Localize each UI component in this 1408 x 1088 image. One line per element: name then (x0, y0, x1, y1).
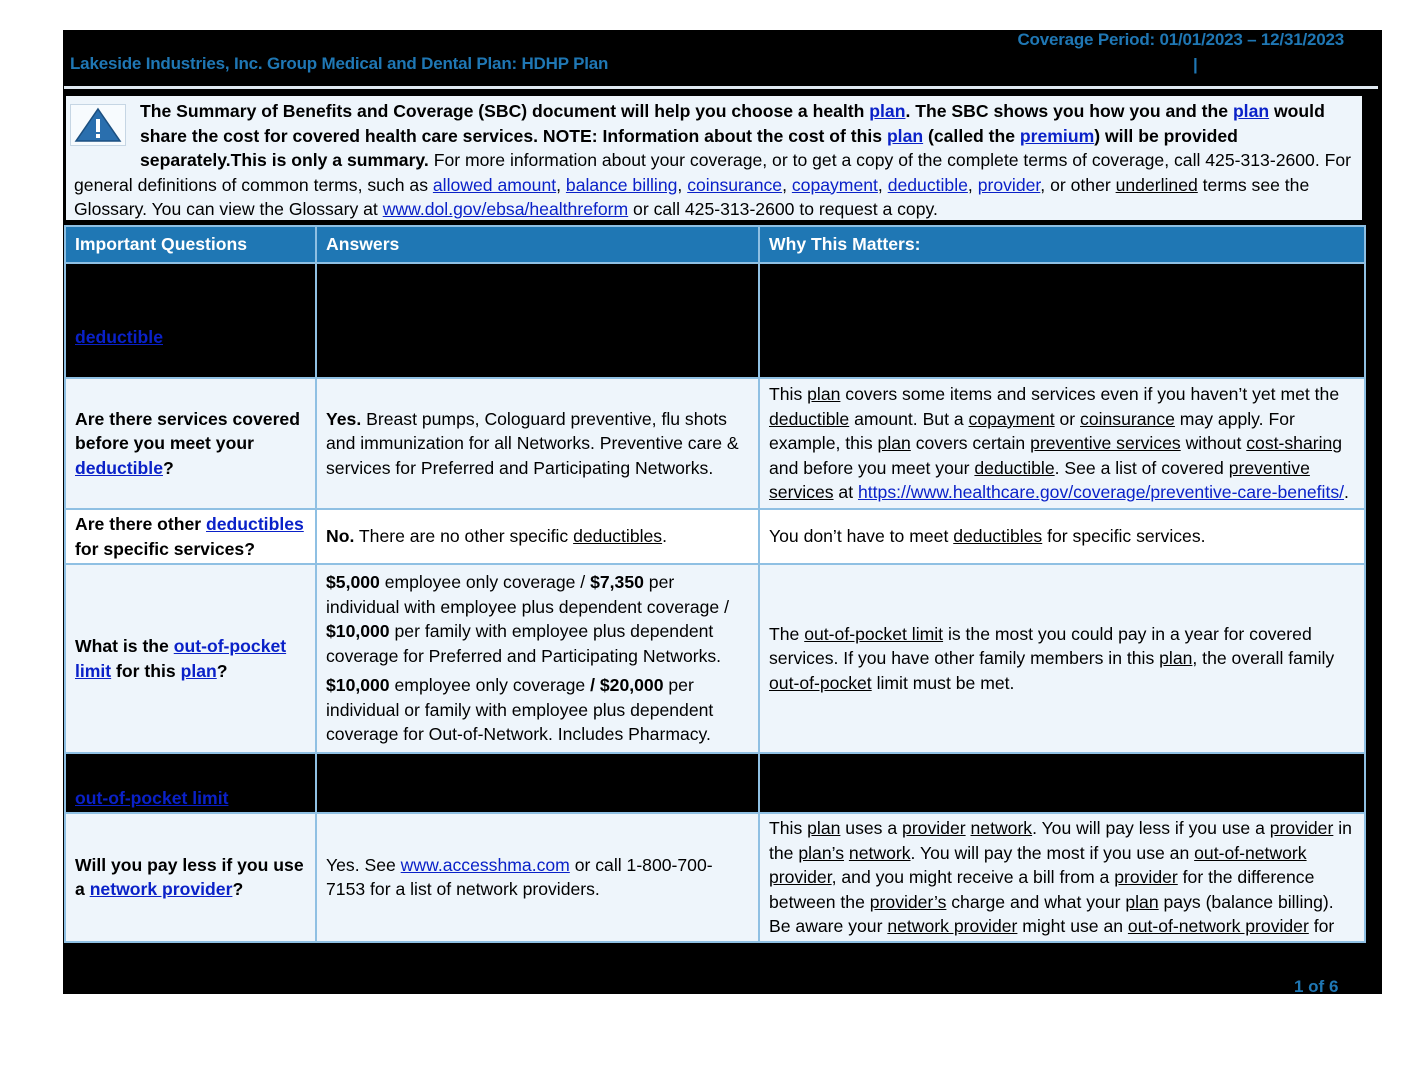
header-rule (64, 86, 1378, 89)
col-header-answers: Answers (316, 226, 759, 263)
glossary-term: out-of-pocket limit (804, 623, 944, 644)
answer-text: employee only coverage (389, 675, 591, 696)
why-text: at (833, 482, 858, 503)
why-text: in the (769, 818, 1352, 863)
notice-text: , (877, 174, 888, 195)
why-text: for specific services. (1042, 526, 1206, 547)
question-text: ? (162, 457, 174, 478)
glossary-url-link[interactable]: www.dol.gov/ebsa/healthreform (382, 199, 629, 219)
answer-bold: Yes. (326, 408, 362, 429)
coverage-period: Coverage Period: 01/01/2023 – 12/31/2023 (1017, 30, 1344, 49)
table-row-other-deductibles (65, 509, 1365, 564)
glossary-link-plan[interactable]: plan (886, 125, 924, 146)
why-text: The (769, 623, 805, 644)
why-text: This (769, 384, 808, 405)
glossary-term: plan’s (798, 842, 845, 863)
glossary-link-plan[interactable]: plan (1232, 101, 1270, 121)
warning-triangle-icon (70, 104, 126, 146)
notice-text: , (677, 174, 688, 195)
glossary-term: deductible (769, 408, 850, 429)
why-text: . You will pay the most if you use an (910, 842, 1195, 863)
table-row-network (65, 813, 1365, 942)
why-text: You don’t have to meet (769, 526, 954, 547)
glossary-term: network (970, 818, 1033, 838)
notice-text: ) will be provided separately. (140, 125, 1238, 170)
notice-paragraph (74, 99, 1354, 222)
question-text: Will you pay less if you use a (75, 854, 304, 900)
why-text: , and you might receive a bill from a (831, 867, 1115, 887)
glossary-term: preventive services (769, 457, 1310, 503)
glossary-link-copayment[interactable]: copayment (791, 174, 878, 195)
answer-bold: No. (326, 526, 355, 547)
notice-text: , or other (1040, 174, 1116, 195)
notice-text: or call 425-313-2600 to request a copy. (628, 199, 938, 219)
question-text: Are there other (75, 514, 207, 534)
why-text: amount. But a (849, 408, 969, 429)
deductible-link[interactable]: deductible (75, 457, 163, 478)
glossary-term: copayment (968, 408, 1055, 429)
notice-text: . The SBC shows you how you and the (905, 101, 1233, 121)
why-text: is the most you could pay in a year for covered services. If you have other family members in this (769, 623, 1312, 669)
answer-text: or call 1-800-700-7153 for a list of network providers. (326, 854, 713, 900)
why-text: for the difference between the (769, 867, 1315, 912)
why-text: covers certain (910, 433, 1031, 454)
why-text: , the overall family (1192, 648, 1335, 669)
notice-text: underlined (1115, 174, 1198, 195)
deductibles-link[interactable]: deductibles (206, 514, 304, 534)
glossary-term: provider (1269, 818, 1334, 838)
question-text: for this (111, 660, 181, 681)
notice-text: would share the cost for covered health care services. NOTE: Information about the cost of this (140, 101, 1325, 146)
notice-text: terms see the Glossary. You can view the Glossary at (74, 174, 1310, 219)
glossary-link-premium[interactable]: premium (1019, 125, 1095, 146)
sbc-table (64, 225, 1366, 943)
redacted-cell (759, 753, 1365, 813)
table-row-services (65, 378, 1365, 509)
table-row-oop-black (65, 753, 1365, 813)
why-text: . See a list of covered (1054, 457, 1229, 478)
why-text: charge and what your (946, 891, 1126, 912)
answer-text: per family with employee plus dependent coverage for Preferred and Participating Networks. (326, 621, 722, 666)
glossary-term: network (848, 842, 911, 863)
col-header-questions: Important Questions (65, 226, 316, 263)
answer-text: per individual or family with employee plus dependent coverage for Out-of-Network. Includes Pharmacy. (326, 675, 714, 745)
question-text: Are there services covered before you meet your (75, 408, 300, 454)
glossary-term: deductibles (953, 526, 1043, 547)
glossary-term: out-of-network provider (769, 842, 1307, 887)
notice-text: , (556, 174, 566, 195)
why-text: pays (balance billing). Be aware your (769, 891, 1334, 936)
notice-text: The Summary of Benefits and Coverage (SBC) document will help you choose a health (140, 101, 870, 121)
amount: $10,000 (326, 621, 390, 642)
why-text: This (769, 818, 808, 838)
glossary-term: plan (1159, 648, 1193, 669)
glossary-term: plan (807, 818, 841, 838)
glossary-term: provider’s (869, 891, 947, 912)
why-text: . (1344, 482, 1349, 503)
deductible-link[interactable]: deductible (75, 326, 163, 347)
answer-text: Breast pumps, Cologuard preventive, flu shots and immunization for all Networks. Preventive care & services for Preferred and Participating Networks. (326, 408, 739, 478)
amount: $7,350 (590, 572, 644, 593)
amount: $10,000 (326, 675, 390, 696)
glossary-term: cost-sharing (1246, 433, 1343, 454)
glossary-term: plan (807, 384, 841, 405)
glossary-term: deductibles (573, 526, 663, 547)
preventive-care-url-link[interactable]: https://www.healthcare.gov/coverage/preventive-care-benefits/ (857, 482, 1345, 503)
redacted-cell (316, 263, 759, 378)
glossary-link-deductible[interactable]: deductible (887, 174, 968, 195)
out-of-pocket-limit-link[interactable]: out-of-pocket limit (75, 787, 229, 808)
why-text: uses a (840, 818, 903, 838)
notice-text: , (782, 174, 792, 195)
why-text: or (1054, 408, 1081, 429)
plan-link[interactable]: plan (180, 660, 217, 681)
why-text: . You will pay less if you use a (1032, 818, 1270, 838)
header-separator: | (1193, 55, 1198, 74)
network-provider-link[interactable]: network provider (89, 879, 233, 900)
answer-text: . (662, 526, 667, 547)
notice-text: For more information about your coverage, or to get a copy of the complete terms of coverage, call 425-313-2600. For general definitions of common terms, such as (74, 150, 1352, 195)
table-row-oop (65, 564, 1365, 753)
why-text: may apply. For example, this (769, 408, 1295, 454)
glossary-link-plan[interactable]: plan (869, 101, 906, 121)
notice-text: (called the (923, 125, 1020, 146)
question-text: ? (216, 660, 228, 681)
why-text: limit must be met. (871, 672, 1015, 693)
question-text: What is the (75, 636, 174, 656)
notice-text: This is only a summary. (230, 150, 429, 170)
glossary-term: network provider (887, 916, 1018, 936)
why-text: and before you meet your (769, 457, 975, 478)
col-header-why: Why This Matters: (759, 226, 1365, 263)
notice-text: , (967, 174, 978, 195)
glossary-term: deductible (974, 457, 1055, 478)
question-text: ? (232, 879, 244, 900)
amount: $5,000 (326, 572, 380, 593)
amount: $20,000 (599, 675, 664, 696)
glossary-term: provider (902, 818, 966, 838)
glossary-link-coinsurance[interactable]: coinsurance (687, 174, 783, 195)
glossary-term: coinsurance (1080, 408, 1175, 429)
out-of-pocket-limit-link[interactable]: out-of-pocket limit (75, 636, 287, 681)
why-text: covers some items and services even if you haven’t yet met the (840, 384, 1340, 405)
glossary-term: preventive services (1030, 433, 1181, 454)
why-text: without (1180, 433, 1247, 454)
glossary-term: out-of-network provider (1127, 916, 1309, 936)
answer-text: employee only coverage / (379, 572, 591, 593)
accesshma-link[interactable]: www.accesshma.com (400, 854, 570, 875)
answer-text: Yes. See (326, 854, 401, 875)
why-text: might use an (1017, 916, 1128, 936)
page-number: 1 of 6 (1294, 977, 1339, 996)
glossary-term: plan (877, 433, 911, 454)
answer-text: / (590, 675, 600, 696)
glossary-link-provider[interactable]: provider (977, 174, 1041, 195)
glossary-link-allowed-amount[interactable]: allowed amount (432, 174, 557, 195)
answer-text: There are no other specific (354, 526, 574, 547)
glossary-term: out-of-pocket (769, 672, 872, 693)
glossary-link-balance-billing[interactable]: balance billing (565, 174, 678, 195)
redacted-cell (759, 263, 1365, 378)
glossary-term: provider (1114, 867, 1178, 887)
redacted-cell (316, 753, 759, 813)
answer-text: per individual with employee plus dependent coverage / (326, 572, 729, 617)
question-text: for specific services? (75, 538, 255, 559)
glossary-term: plan (1125, 891, 1159, 912)
why-text: for (1308, 916, 1335, 936)
table-row-deductible (65, 263, 1365, 378)
sbc-notice (66, 96, 1362, 220)
plan-title: Lakeside Industries, Inc. Group Medical and Dental Plan: HDHP Plan (70, 54, 609, 73)
